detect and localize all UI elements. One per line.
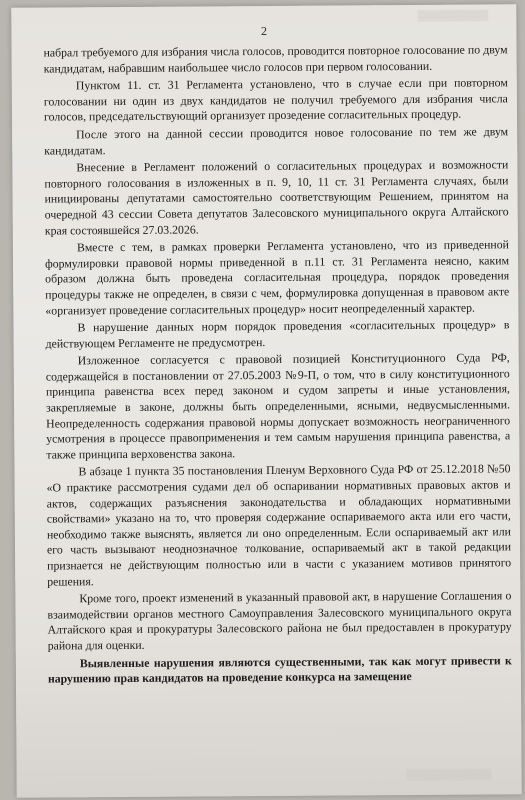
bleed-through-text: ▒▒▒▒▒▒▒▒▒▒: [417, 10, 489, 22]
paragraph-inspection-findings: Вместе с тем, в рамках проверки Регламента установлено, что из приведенной формулировки правовой нормы приведенной в п.11 ст. 31 Регламента неясно, каким образом должна быть проведена согласительная процедура, порядок проведения процедуры также не определен, в связи с чем, формулировка допущенная в правовом акте «организует проведение согласительных процедур» носит неопределенный характер.: [44, 237, 510, 318]
paragraph-regulation-amendment: Внесение в Регламент положений о согласительных процедурах и возможности повторного голосования в изложенных в п. 9, 10, 11 ст. 31 Регламента случаях, были инициированы депутатами самостоятельно соответствующим Решением, принятом на очередной 43 сессии Совета депутатов Залесовского муниципального округа Алтайского края состоявшейся 27.03.2026.: [44, 157, 509, 238]
paragraph-agreement-breach: Кроме того, проект изменений в указанный правовой акт, в нарушение Соглашения о взаимодействии органов местного Самоуправления Залесовского муниципального округа Алтайского края и прокуратуры Залесовского района не был предоставлен в прокуратуру района для оценки.: [47, 588, 512, 653]
paragraph-new-vote: После этого на данной сессии проводится новое голосование по тем же двум кандидатам.: [44, 124, 509, 158]
page-number: 2: [260, 23, 267, 39]
paragraph-constitutional-court: Изложенное согласуется с правовой позицией Конституционного Суда РФ, содержащейся в постановлении от 27.05.2003 №9-П, о том, что в силу конституционного принципа равенства всех перед законом и судом запреты и иные установления, закрепляемые в законе, должны быть определенными, ясными, недвусмысленными. Неопределенность содержания правовой нормы допускает возможность неограниченного усмотрения в процессе правоприменения и тем самым нарушения принципа равенства, а также принципа верховенства закона.: [45, 350, 511, 462]
paragraph-supreme-court: В абзаце 1 пункта 35 постановления Пленум Верховного Суда РФ от 25.12.2018 №50 «О практике рассмотрения судами дел об оспаривании нормативных правовых актов и актов, содержащих разъяснения законодательства и обладающих нормативными свойствами» указано на то, что проверяя содержание оспариваемого акта или его части, необходимо также выяснять, является ли оно определенным. Если оспариваемый акт или его часть вызывают неоднозначное толкование, оспариваемый акт в такой редакции признается не действующим полностью или в части с указанием мотивов принятого решения.: [46, 461, 512, 589]
document-body: [44, 42, 512, 689]
paragraph-clause-11: Пунктом 11. ст. 31 Регламента установлено, что в случае если при повторном голосовании ни один из двух кандидатов не получил требуемого для избрания числа голосов, председательствующий организует прозедение согласительных процедур.: [43, 75, 508, 124]
paragraph-continuation: набрал требуемого для избрания числа голосов, проводится повторное голосование по двум кандидатам, набравшим наибольшее число голосов при первом голосовании.: [43, 42, 508, 76]
document-page: [11, 4, 522, 798]
paragraph-conclusion: Выявленные нарушения являются существенными, так как могут привести к нарушению прав кандидатов на проведение конкурса на замещение: [47, 652, 512, 686]
paragraph-violation: В нарушение данных норм порядок проведения «согласительных процедур» в действующем Регламенте не предусмотрен.: [45, 317, 510, 351]
bleed-through-text-bottom: ▒▒▒▒▒▒▒▒▒▒▒▒: [406, 769, 492, 782]
